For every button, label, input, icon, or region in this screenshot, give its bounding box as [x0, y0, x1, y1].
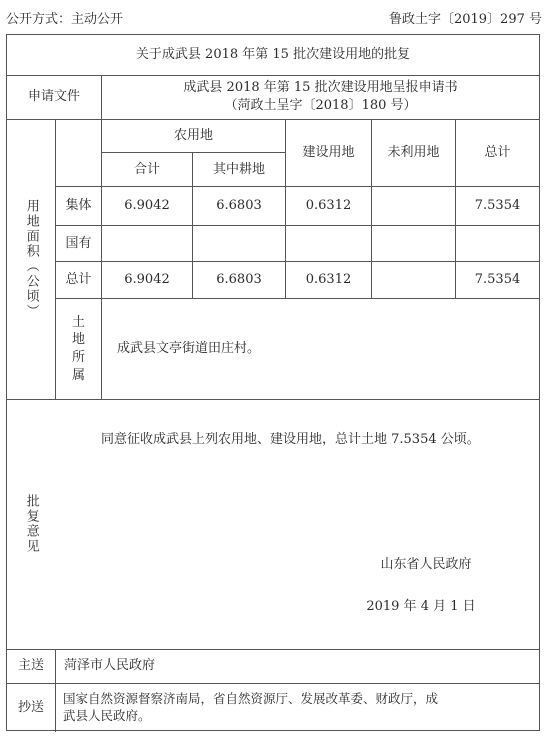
rule-mainsend-bottom — [7, 683, 539, 684]
cell-collective-total: 7.5354 — [474, 198, 521, 214]
row-name-collective: 集体 — [65, 198, 92, 214]
application-line-2: （菏政土呈字〔2018〕180 号） — [224, 98, 417, 113]
rule-area-bottom — [7, 399, 539, 400]
cell-state-total — [456, 226, 539, 261]
approval-form-table — [6, 34, 540, 731]
header-subtotal: 合计 — [133, 161, 160, 177]
cell-collective-construction: 0.6312 — [305, 198, 352, 214]
cc-line-2: 武县人民政府。 — [63, 708, 151, 723]
application-content — [102, 75, 539, 119]
doc-header — [6, 8, 542, 28]
cell-total-construction: 0.6312 — [305, 272, 352, 288]
main-send-label: 主送 — [17, 658, 44, 674]
main-send-value: 菏泽市人民政府 — [64, 658, 156, 674]
cell-state-subtotal — [102, 226, 192, 261]
header-farmland: 农用地 — [173, 127, 213, 143]
ownership-label: 土地所属 — [71, 314, 85, 383]
disclosure-mode: 公开方式：主动公开 — [6, 12, 124, 27]
cell-collective-arable: 6.6803 — [216, 198, 262, 214]
cell-total-total: 7.5354 — [474, 272, 521, 288]
ownership-value: 成武县文亭街道田庄村。 — [117, 341, 261, 357]
application-line-1: 成武县 2018 年第 15 批次建设用地呈报申请书 — [183, 80, 458, 96]
form-title: 关于成武县 2018 年第 15 批次建设用地的批复 — [135, 47, 411, 63]
header-construction: 建设用地 — [302, 144, 355, 160]
application-label: 申请文件 — [27, 89, 80, 105]
document-number: 鲁政土字〔2019〕297 号 — [388, 12, 542, 27]
cell-state-unused — [372, 226, 455, 261]
cell-total-arable: 6.6803 — [216, 272, 262, 288]
cell-state-arable — [193, 226, 285, 261]
row-name-state: 国有 — [65, 235, 92, 251]
header-arable: 其中耕地 — [212, 161, 265, 177]
cc-label: 抄送 — [17, 699, 44, 715]
approval-signer: 山东省人民政府 — [380, 557, 472, 573]
approval-label: 批复意见 — [23, 494, 39, 554]
approval-date: 2019 年 4 月 1 日 — [366, 599, 476, 615]
cell-collective-unused — [372, 187, 455, 225]
header-total: 总计 — [484, 144, 511, 160]
rule-v-bottom-label — [55, 649, 56, 732]
header-unused: 未利用地 — [387, 144, 440, 160]
cc-value — [63, 686, 539, 730]
cell-collective-subtotal: 6.9042 — [124, 198, 170, 214]
cell-state-construction — [286, 226, 371, 261]
approval-text: 同意征收成武县上列农用地、建设用地，总计土地 7.5354 公顷。 — [101, 432, 480, 448]
cell-total-subtotal: 6.9042 — [124, 272, 170, 288]
row-name-total: 总计 — [65, 272, 92, 288]
land-area-label: 用地面积（公顷） — [23, 199, 39, 319]
cc-line-1: 国家自然资源督察济南局，省自然资源厅、发展改革委、财政厅，成 — [63, 691, 439, 707]
cell-total-unused — [372, 262, 455, 298]
